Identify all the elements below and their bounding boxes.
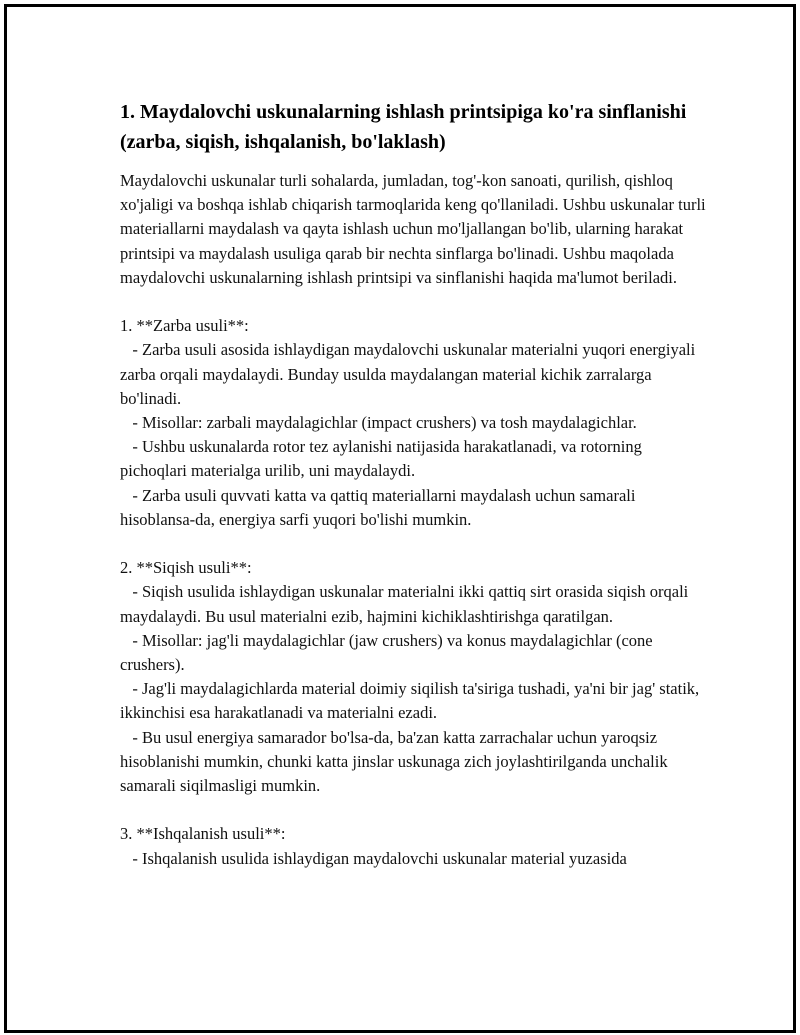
document-content bbox=[120, 97, 710, 871]
section-heading: 2. **Siqish usuli**: bbox=[120, 558, 252, 578]
section-bullet: - Jag'li maydalagichlarda material doimiy siqilish ta'siriga tushadi, ya'ni bir jag' statik, ikkinchisi esa harakatlanadi va materialni ezadi. bbox=[120, 679, 704, 723]
document-title: 1. Maydalovchi uskunalarning ishlash printsipiga ko'ra sinflanishi (zarba, siqish, ishqalanish, bo'laklash) bbox=[120, 101, 687, 153]
section-bullet: - Zarba usuli asosida ishlaydigan maydalovchi uskunalar materialni yuqori energiyali zarba orqali maydalaydi. Bunday usulda maydalangan material kichik zarralarga bo'linadi. bbox=[120, 340, 700, 408]
section-impact bbox=[120, 314, 710, 532]
document-page bbox=[4, 4, 796, 1033]
section-bullet: - Ushbu uskunalarda rotor tez aylanishi natijasida harakatlanadi, va rotorning pichoqlari materialga urilib, uni maydalaydi. bbox=[120, 437, 647, 481]
section-bullet: - Misollar: zarbali maydalagichlar (impact crushers) va tosh maydalagichlar. bbox=[120, 413, 637, 433]
intro-paragraph: Maydalovchi uskunalar turli sohalarda, jumladan, tog'-kon sanoati, qurilish, qishloq xo'jaligi va boshqa ishlab chiqarish tarmoqlarida keng qo'llaniladi. Ushbu uskunalar turli materiallarni maydalash va qayta ishlash uchun mo'ljallangan bo'lib, ularning harakat printsipi va maydalash usuliga qarab bir nechta sinflarga bo'linadi. Ushbu maqolada maydalovchi uskunalarning ishlash printsipi va sinflanishi haqida ma'lumot beriladi. bbox=[120, 171, 706, 287]
section-heading: 1. **Zarba usuli**: bbox=[120, 316, 249, 336]
section-heading: 3. **Ishqalanish usuli**: bbox=[120, 824, 286, 844]
section-compression bbox=[120, 556, 710, 798]
section-bullet: - Zarba usuli quvvati katta va qattiq materiallarni maydalash uchun samarali hisoblansa-da, energiya sarfi yuqori bo'lishi mumkin. bbox=[120, 485, 640, 529]
section-friction bbox=[120, 822, 710, 870]
section-bullet: - Ishqalanish usulida ishlaydigan maydalovchi uskunalar material yuzasida bbox=[120, 848, 627, 868]
section-bullet: - Siqish usulida ishlaydigan uskunalar materialni ikki qattiq sirt orasida siqish orqali maydalaydi. Bu usul materialni ezib, hajmini kichiklashtirishga qaratilgan. bbox=[120, 582, 693, 626]
section-bullet: - Bu usul energiya samarador bo'lsa-da, ba'zan katta zarrachalar uchun yaroqsiz hisoblanishi mumkin, chunki katta jinslar uskunaga zich joylashtirilganda unchalik samarali siqilmasligi mumkin. bbox=[120, 727, 672, 796]
section-bullet: - Misollar: jag'li maydalagichlar (jaw crushers) va konus maydalagichlar (cone crushers). bbox=[120, 630, 657, 675]
